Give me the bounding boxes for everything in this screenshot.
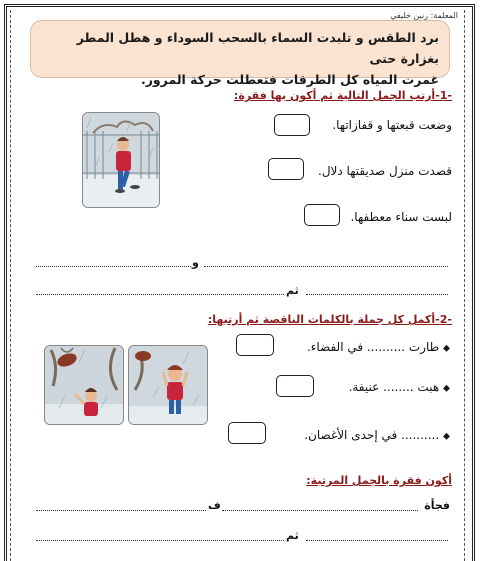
marker-then: ثم xyxy=(286,284,299,297)
marker-and: و xyxy=(192,256,199,269)
order-box-2[interactable] xyxy=(268,158,304,180)
exercise-2-sentence-1 xyxy=(307,340,450,354)
intro-text-box xyxy=(30,20,450,87)
blown-umbrella-picture xyxy=(44,345,124,425)
bullet-icon: ⬥ xyxy=(443,343,450,354)
girl-in-rain-picture xyxy=(82,112,160,208)
exercise-2-sentence-3 xyxy=(304,428,450,442)
answer-line-1b[interactable] xyxy=(204,266,448,267)
girl-holding-hat-picture xyxy=(128,345,208,425)
marker-suddenly: فجأة xyxy=(424,499,450,512)
exercise-2-sentence-2 xyxy=(349,380,450,394)
bullet-icon: ⬥ xyxy=(443,383,450,394)
exercise-2-title: -2-أكمل كل جملة بالكلمات الناقصة ثم أرتبها: xyxy=(207,313,452,326)
sentence-text: .......... في إحدى الأغصان. xyxy=(304,428,440,442)
order-box-6[interactable] xyxy=(228,422,266,444)
marker-fa: ف xyxy=(208,499,221,512)
exercise-1-sentence-1: وضعت قبعتها و قفازاتها. xyxy=(332,118,452,132)
sentence-text: هبت ........ عنيفة. xyxy=(348,380,440,394)
answer-line-1a[interactable] xyxy=(36,266,191,267)
exercise-1-sentence-3: لبست سناء معطفها. xyxy=(350,210,452,224)
intro-line-2: غمرت المياه كل الطرقات فتعطلت حركة المرور. xyxy=(140,72,439,87)
answer-line-4b[interactable] xyxy=(306,540,448,541)
order-box-5[interactable] xyxy=(276,375,314,397)
exercise-3-title: أكون فقرة بالجمل المرتبة: xyxy=(306,474,452,487)
sentence-text: طارت .......... في الفضاء. xyxy=(306,340,440,354)
order-box-1[interactable] xyxy=(274,114,310,136)
answer-line-2a[interactable] xyxy=(36,294,284,295)
order-box-4[interactable] xyxy=(236,334,274,356)
exercise-1-title: -1-أرتب الجمل التالية ثم أكون بها فقرة: xyxy=(233,89,452,102)
answer-line-3a[interactable] xyxy=(36,510,206,511)
answer-line-4a[interactable] xyxy=(36,540,284,541)
answer-line-2b[interactable] xyxy=(306,294,448,295)
marker-then-2: ثم xyxy=(286,529,299,542)
teacher-label: المعلمة: رنين خليفي xyxy=(390,11,458,20)
intro-line-1: برد الطقس و تلبدت السماء بالسحب السوداء و هطل المطر بغزارة حتى xyxy=(76,30,439,66)
answer-line-3b[interactable] xyxy=(222,510,418,511)
bullet-icon: ⬥ xyxy=(443,431,450,442)
order-box-3[interactable] xyxy=(304,204,340,226)
exercise-1-sentence-2: قصدت منزل صديقتها دلال. xyxy=(318,164,452,178)
